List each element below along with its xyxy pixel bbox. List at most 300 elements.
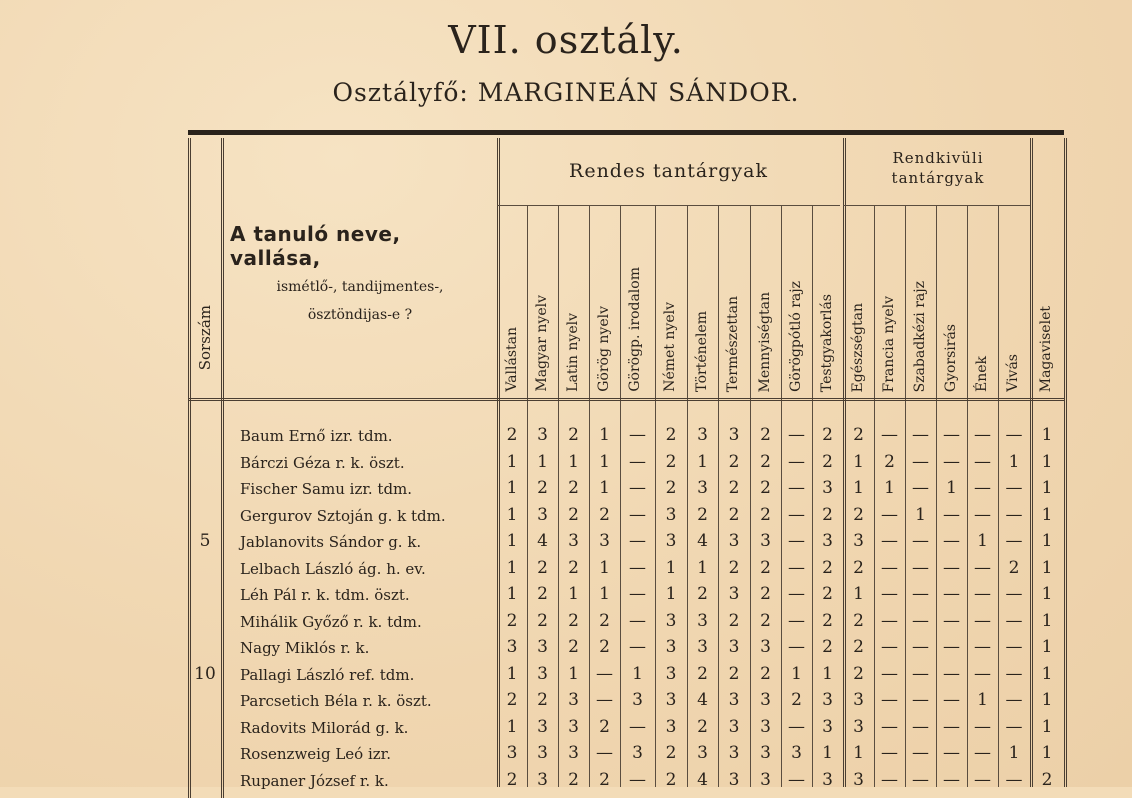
grade-cell: 1 (506, 663, 518, 684)
grade-cell: — (1005, 584, 1023, 604)
grade-cell: — (974, 557, 991, 578)
grade-cell: — (943, 637, 960, 657)
subject-header: Egészségtan (850, 302, 866, 392)
grade-cell: 3 (697, 425, 708, 445)
grade-cell: 1 (506, 584, 518, 604)
grade-cell: 2 (884, 451, 895, 472)
grade-cell: 2 (568, 637, 579, 657)
grade-cell: 1 (1041, 610, 1053, 631)
grade-cell: — (912, 743, 929, 763)
grade-cell: — (912, 769, 929, 790)
grade-cell: 2 (568, 504, 579, 525)
grade-cell: 3 (760, 716, 771, 737)
student-name: Radovits Milorád g. k. (240, 718, 409, 737)
subject-header: Magyar nyelv (534, 295, 550, 392)
grade-cell: 2 (568, 610, 579, 631)
subject-header: Görög nyelv (596, 306, 612, 392)
sorszam-header: Sorszám (196, 305, 214, 371)
grade-cell: 2 (537, 610, 548, 631)
grade-cell: — (912, 690, 929, 710)
grade-cell: 1 (632, 663, 643, 684)
grade-cell: 2 (568, 769, 579, 790)
subject-header: Görögp. irodalom (627, 267, 643, 392)
grid-vline (221, 138, 224, 798)
grade-cell: — (596, 690, 613, 710)
row-number: 5 (199, 531, 211, 551)
grade-cell: — (596, 743, 613, 763)
grade-cell: 3 (760, 690, 771, 710)
grade-cell: 1 (1008, 451, 1020, 472)
grade-cell: — (912, 663, 929, 684)
grade-cell: — (974, 478, 991, 498)
grade-cell: 1 (822, 743, 833, 763)
grade-cell: 3 (568, 531, 579, 551)
grade-cell: — (788, 637, 805, 657)
grade-cell: 3 (568, 716, 579, 737)
grade-cell: — (1005, 425, 1023, 445)
grade-cell: — (629, 610, 646, 631)
grade-cell: 2 (665, 478, 677, 498)
student-name: Rupaner József r. k. (240, 771, 389, 790)
grade-cell: 2 (822, 425, 833, 445)
grade-cell: 1 (506, 557, 518, 578)
grade-cell: 2 (853, 557, 864, 578)
grade-cell: — (788, 557, 805, 578)
grade-cell: 3 (760, 637, 771, 657)
grade-cell: 3 (632, 743, 643, 763)
subject-header: Ének (974, 355, 990, 392)
student-name: Gergurov Sztoján g. k tdm. (240, 506, 446, 525)
grade-cell: — (881, 610, 898, 631)
grade-cell: 1 (599, 425, 610, 445)
grade-cell: 3 (632, 690, 643, 710)
grade-cell: 2 (1041, 769, 1053, 790)
grade-cell: 2 (697, 663, 708, 684)
grade-cell: 2 (728, 504, 740, 525)
page-title: VII. osztály. (448, 18, 684, 62)
grade-cell: — (912, 610, 929, 631)
grade-cell: 3 (853, 716, 864, 737)
grade-cell: — (943, 769, 960, 790)
grade-cell: — (881, 531, 898, 551)
grid-hline (188, 398, 1064, 401)
grade-cell: 1 (977, 690, 988, 710)
grade-cell: — (881, 716, 898, 737)
row-number: 10 (194, 663, 216, 684)
subject-header: Vivás (1005, 354, 1021, 392)
grid-vline (1064, 138, 1067, 787)
grade-cell: — (943, 716, 960, 737)
subject-header: Francia nyelv (881, 295, 897, 392)
grade-cell: 3 (697, 610, 708, 631)
grade-cell: — (788, 451, 805, 472)
grade-cell: 2 (728, 478, 740, 498)
grade-cell: 2 (599, 637, 610, 657)
grade-cell: — (912, 425, 929, 445)
name-column-header (230, 222, 490, 326)
grade-cell: 3 (568, 690, 579, 710)
grid-vline (188, 138, 191, 798)
grade-cell: — (1005, 531, 1023, 551)
grade-cell: 1 (1041, 557, 1053, 578)
student-name: Léh Pál r. k. tdm. öszt. (240, 586, 410, 604)
grade-cell: — (881, 769, 898, 790)
grade-cell: 3 (537, 637, 548, 657)
grade-cell: 2 (728, 663, 740, 684)
grade-cell: 2 (853, 637, 864, 657)
grade-cell: — (788, 584, 805, 604)
grade-cell: — (881, 557, 898, 578)
grade-cell: — (974, 504, 991, 525)
student-name: Lelbach László ág. h. ev. (240, 559, 426, 578)
grade-cell: — (1005, 663, 1023, 684)
grade-cell: — (629, 451, 646, 472)
grade-cell: 1 (853, 451, 864, 472)
name-header-line1: ismétlő-, tandijmentes-, (276, 279, 444, 295)
grade-cell: 1 (1041, 531, 1053, 551)
grade-cell: — (629, 716, 646, 737)
grade-cell: 2 (697, 584, 708, 604)
grade-cell: 3 (853, 531, 864, 551)
name-header-title: A tanuló neve, vallása, (230, 222, 401, 270)
grade-cell: 2 (599, 610, 610, 631)
grade-cell: 1 (599, 557, 610, 578)
subject-header: Testgyakorlás (819, 293, 835, 392)
student-name: Mihálik Győző r. k. tdm. (240, 612, 422, 631)
subject-header: Szabadkézi rajz (912, 280, 928, 392)
grade-cell: 3 (506, 743, 518, 763)
grade-cell: 1 (537, 451, 548, 472)
grade-cell: 1 (791, 663, 802, 684)
grade-cell: — (943, 610, 960, 631)
grade-cell: — (974, 663, 991, 684)
grade-cell: — (881, 690, 898, 710)
grade-cell: 2 (853, 425, 864, 445)
grade-cell: 1 (599, 451, 610, 472)
grade-cell: 2 (822, 637, 833, 657)
grade-cell: 3 (665, 663, 677, 684)
grade-cell: 2 (760, 425, 771, 445)
grade-cell: 3 (728, 637, 740, 657)
page-subtitle: Osztályfő: MARGINEÁN SÁNDOR. (332, 78, 800, 107)
grade-cell: 3 (822, 690, 833, 710)
grade-cell: — (912, 451, 929, 472)
grade-cell: — (974, 769, 991, 790)
grade-cell: 1 (1041, 584, 1053, 604)
grade-cell: 1 (1008, 743, 1020, 763)
grade-cell: 2 (791, 690, 802, 710)
grade-cell: — (943, 557, 960, 578)
grade-cell: — (629, 769, 646, 790)
grade-cell: 1 (568, 451, 579, 472)
grade-cell: — (1005, 504, 1023, 525)
grade-cell: 2 (665, 743, 677, 763)
grade-cell: 1 (665, 584, 677, 604)
grade-cell: 2 (853, 504, 864, 525)
grade-cell: 3 (537, 716, 548, 737)
grade-cell: 2 (665, 769, 677, 790)
grade-cell: 2 (760, 584, 771, 604)
grid-hline (497, 205, 840, 206)
grade-cell: 2 (665, 451, 677, 472)
grade-cell: 4 (537, 531, 548, 551)
grade-cell: 3 (665, 690, 677, 710)
grade-cell: 3 (537, 769, 548, 790)
student-name: Fischer Samu izr. tdm. (240, 480, 413, 498)
grade-cell: 3 (537, 425, 548, 445)
grade-cell: 3 (760, 531, 771, 551)
grade-cell: 2 (853, 610, 864, 631)
student-name: Jablanovits Sándor g. k. (240, 533, 422, 551)
grade-cell: 3 (665, 716, 677, 737)
grade-cell: 1 (884, 478, 895, 498)
grade-cell: — (788, 531, 805, 551)
grade-cell: 2 (599, 716, 610, 737)
grade-cell: 3 (822, 478, 833, 498)
grade-cell: 3 (697, 478, 708, 498)
grade-cell: 2 (697, 504, 708, 525)
grade-cell: 2 (728, 557, 740, 578)
grade-cell: — (974, 584, 991, 604)
grade-cell: — (881, 637, 898, 657)
grade-cell: 2 (599, 504, 610, 525)
subject-header: Német nyelv (662, 302, 678, 392)
grade-cell: 2 (599, 769, 610, 790)
grade-cell: 2 (506, 610, 518, 631)
grade-cell: 1 (665, 557, 677, 578)
grade-cell: — (912, 531, 929, 551)
grade-cell: 3 (822, 769, 833, 790)
grade-cell: 1 (1041, 451, 1053, 472)
grade-cell: — (629, 504, 646, 525)
grade-cell: — (788, 478, 805, 498)
grade-cell: — (912, 637, 929, 657)
grade-cell: — (943, 584, 960, 604)
subject-header: Gyorsirás (943, 323, 959, 392)
grade-cell: 2 (822, 451, 833, 472)
grade-cell: — (943, 425, 960, 445)
grade-cell: 3 (537, 504, 548, 525)
subject-header: Mennyiségtan (757, 291, 773, 392)
grade-cell: 2 (506, 690, 518, 710)
student-name: Bárczi Géza r. k. öszt. (240, 453, 405, 472)
grade-cell: — (912, 584, 929, 604)
grade-cell: 1 (599, 584, 610, 604)
grade-cell: 3 (537, 663, 548, 684)
grade-cell: — (629, 478, 646, 498)
grade-cell: 3 (822, 531, 833, 551)
subject-header: Latin nyelv (565, 313, 581, 392)
grade-cell: 1 (1041, 425, 1053, 445)
grade-cell: 2 (760, 610, 771, 631)
grade-cell: — (1005, 610, 1023, 631)
grade-cell: 1 (568, 663, 579, 684)
grade-cell: — (788, 504, 805, 525)
grade-cell: 3 (599, 531, 610, 551)
grade-cell: 1 (853, 743, 864, 763)
extra-header-line2: tantárgyak (891, 169, 985, 187)
grade-cell: 1 (1041, 663, 1053, 684)
grade-cell: 2 (728, 451, 740, 472)
grade-cell: 2 (760, 451, 771, 472)
grade-cell: 3 (537, 743, 548, 763)
subject-header: Történelem (694, 310, 710, 392)
grade-cell: 3 (665, 531, 677, 551)
grade-cell: 2 (760, 504, 771, 525)
grade-cell: 1 (697, 451, 708, 472)
grade-cell: 2 (568, 478, 579, 498)
student-name: Nagy Miklós r. k. (240, 639, 370, 657)
grade-cell: 3 (853, 690, 864, 710)
grade-cell: — (881, 425, 898, 445)
grade-cell: 3 (822, 716, 833, 737)
grade-cell: 2 (822, 504, 833, 525)
regular-subjects-header: Rendes tantárgyak (569, 160, 768, 182)
grade-cell: 1 (1041, 637, 1053, 657)
grade-cell: 1 (506, 451, 518, 472)
grade-cell: 2 (568, 557, 579, 578)
grade-cell: — (1005, 478, 1023, 498)
grade-cell: 3 (697, 743, 708, 763)
grade-cell: 3 (760, 743, 771, 763)
grade-cell: 2 (568, 425, 579, 445)
grade-cell: 4 (697, 531, 708, 551)
subject-header: Természettan (725, 295, 741, 392)
grade-cell: 2 (537, 557, 548, 578)
grade-cell: 1 (1041, 504, 1053, 525)
subject-header: Görögpótló rajz (788, 281, 804, 392)
grade-cell: — (1005, 690, 1023, 710)
grade-cell: 3 (697, 637, 708, 657)
grade-cell: 3 (728, 531, 740, 551)
extra-subjects-header (843, 148, 1033, 188)
subject-header: Vallástan (504, 327, 520, 392)
grade-cell: 1 (568, 584, 579, 604)
grade-cell: 1 (599, 478, 610, 498)
grade-cell: 2 (822, 584, 833, 604)
grade-cell: — (788, 425, 805, 445)
grade-cell: 1 (946, 478, 957, 498)
grade-cell: 1 (853, 478, 864, 498)
grade-cell: 3 (728, 716, 740, 737)
grade-cell: — (943, 531, 960, 551)
grade-cell: — (1005, 716, 1023, 737)
grade-cell: — (1005, 637, 1023, 657)
student-name: Parcsetich Béla r. k. öszt. (240, 692, 432, 710)
grade-cell: 2 (665, 425, 677, 445)
grade-cell: — (788, 610, 805, 631)
grade-cell: — (974, 743, 991, 763)
grade-cell: 2 (760, 557, 771, 578)
grade-cell: — (912, 557, 929, 578)
grade-cell: 3 (791, 743, 802, 763)
grade-cell: 3 (568, 743, 579, 763)
grade-cell: — (881, 584, 898, 604)
grade-cell: 4 (697, 690, 708, 710)
grade-cell: 2 (506, 425, 518, 445)
grade-cell: 3 (728, 769, 740, 790)
name-header-line2: ösztöndijas-e ? (307, 307, 413, 323)
grade-cell: 2 (822, 557, 833, 578)
grade-cell: — (1005, 769, 1023, 790)
grade-cell: 2 (728, 610, 740, 631)
grade-cell: 1 (506, 478, 518, 498)
grade-cell: 2 (537, 478, 548, 498)
grade-cell: 3 (728, 584, 740, 604)
grade-cell: — (943, 451, 960, 472)
grade-cell: 1 (506, 716, 518, 737)
grade-cell: — (974, 610, 991, 631)
magaviselet-header: Magaviselet (1038, 305, 1054, 392)
grade-cell: — (788, 716, 805, 737)
grade-cell: 2 (537, 584, 548, 604)
grade-cell: 1 (822, 663, 833, 684)
grade-cell: 1 (915, 504, 926, 525)
grade-cell: — (629, 531, 646, 551)
grade-cell: — (912, 716, 929, 737)
grade-cell: — (629, 425, 646, 445)
grade-cell: — (974, 716, 991, 737)
grade-cell: 2 (853, 663, 864, 684)
grade-cell: — (881, 743, 898, 763)
grade-cell: 3 (506, 637, 518, 657)
grade-cell: 2 (506, 769, 518, 790)
grade-cell: 3 (665, 504, 677, 525)
grade-cell: — (881, 663, 898, 684)
grade-cell: 3 (760, 769, 771, 790)
student-name: Baum Ernő izr. tdm. (240, 427, 393, 445)
grade-cell: 1 (697, 557, 708, 578)
extra-header-line1: Rendkivüli (892, 149, 984, 167)
grade-cell: 1 (853, 584, 864, 604)
grade-cell: — (943, 743, 960, 763)
grade-cell: 2 (1008, 557, 1020, 578)
grade-cell: — (943, 690, 960, 710)
grade-cell: 3 (728, 690, 740, 710)
grade-cell: — (596, 663, 613, 684)
grade-cell: 1 (506, 504, 518, 525)
grade-cell: — (974, 451, 991, 472)
grade-cell: — (881, 504, 898, 525)
grade-cell: 4 (697, 769, 708, 790)
grade-cell: — (629, 584, 646, 604)
grade-cell: 3 (728, 743, 740, 763)
grade-cell: 2 (697, 716, 708, 737)
grade-cell: 1 (977, 531, 988, 551)
grade-cell: — (629, 557, 646, 578)
grade-cell: 2 (822, 610, 833, 631)
grade-cell: 3 (665, 610, 677, 631)
student-name: Rosenzweig Leó izr. (240, 745, 391, 763)
grade-cell: 3 (665, 637, 677, 657)
grade-cell: 2 (537, 690, 548, 710)
grade-cell: — (629, 637, 646, 657)
grade-cell: 2 (760, 478, 771, 498)
grade-cell: — (943, 663, 960, 684)
grid-hline (843, 205, 1030, 206)
grade-cell: — (974, 425, 991, 445)
grade-cell: — (788, 769, 805, 790)
grade-cell: 3 (853, 769, 864, 790)
student-name: Pallagi László ref. tdm. (240, 665, 415, 684)
grade-cell: 2 (760, 663, 771, 684)
grade-cell: — (943, 504, 960, 525)
grade-cell: 1 (1041, 743, 1053, 763)
grade-cell: 1 (1041, 690, 1053, 710)
grade-cell: 1 (1041, 478, 1053, 498)
grade-cell: 3 (728, 425, 740, 445)
grade-cell: 1 (506, 531, 518, 551)
